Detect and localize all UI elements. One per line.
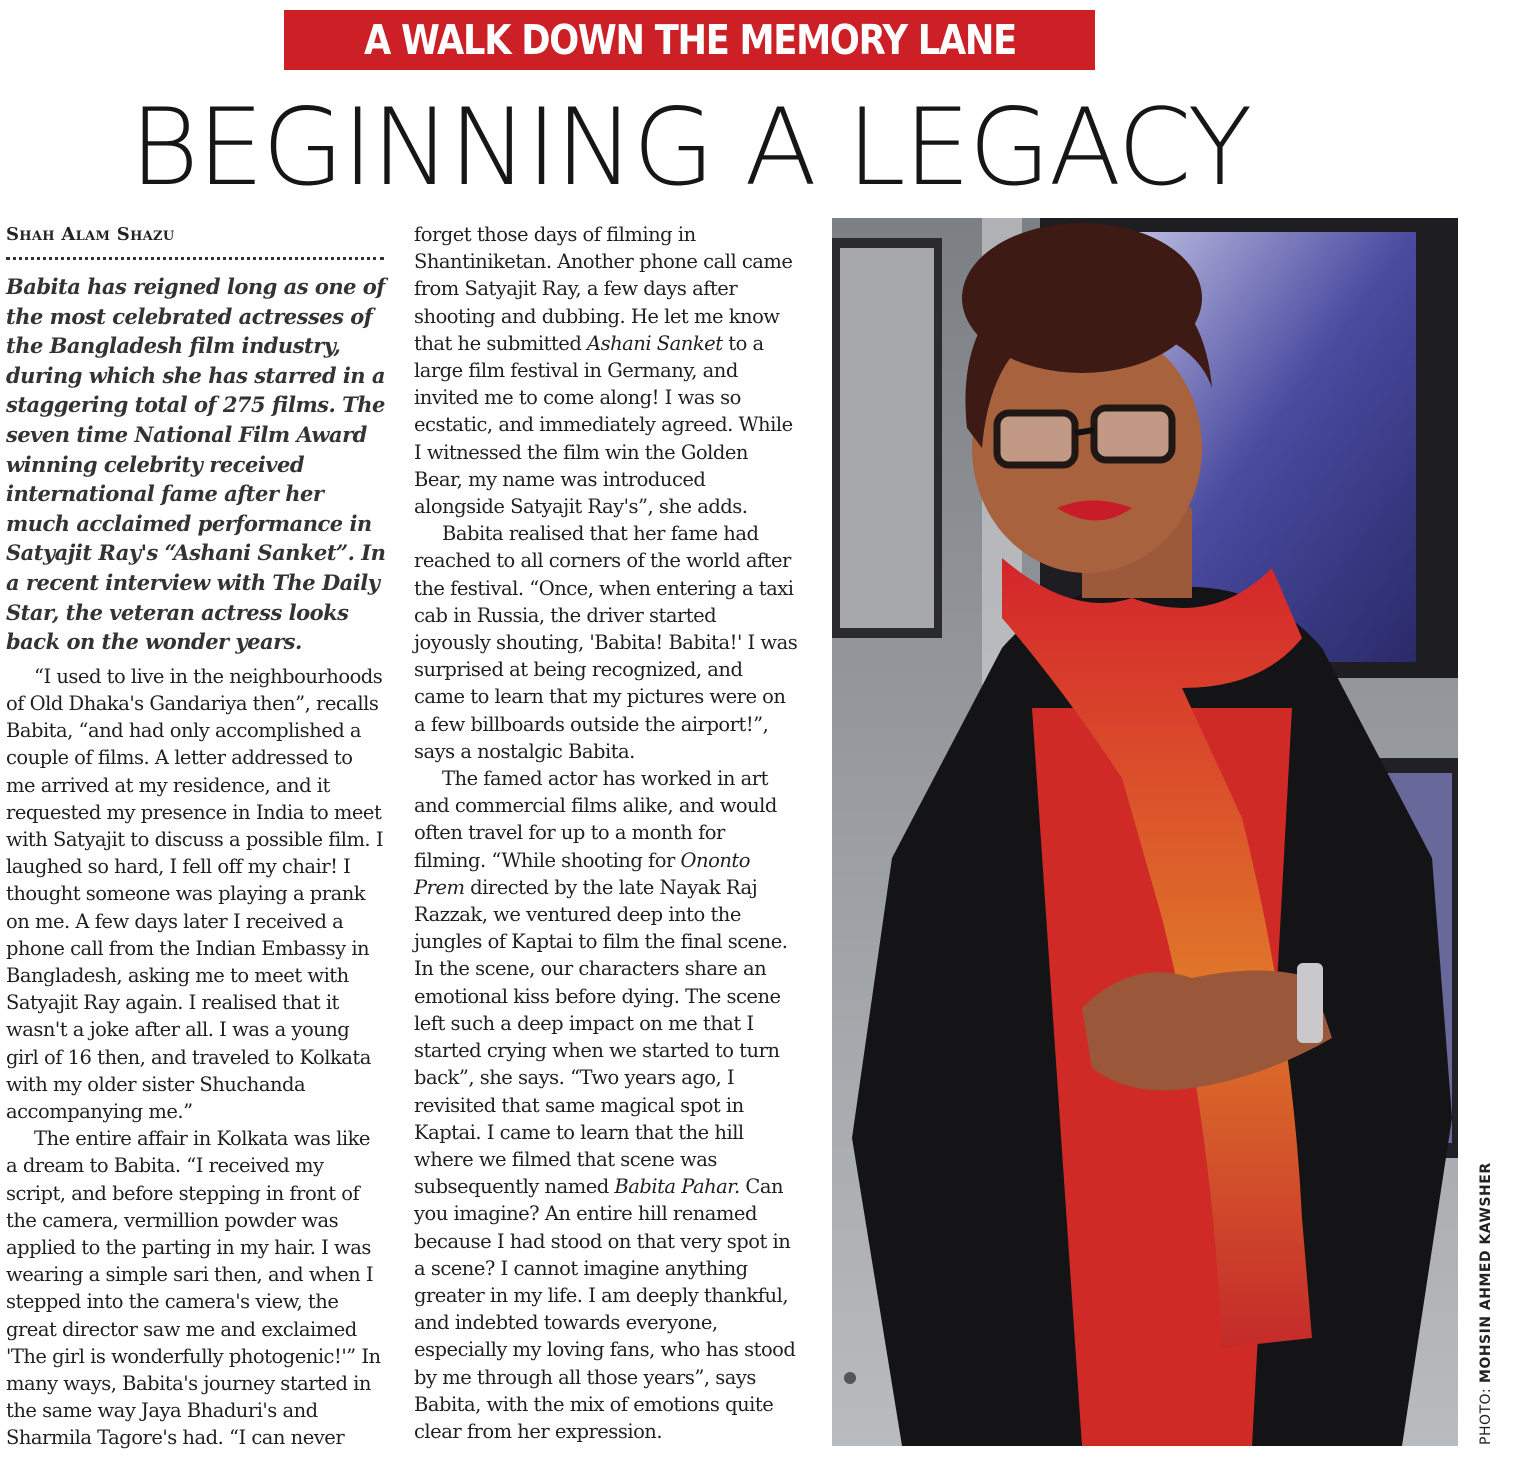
section-banner bbox=[284, 10, 1095, 70]
body-paragraph: Babita realised that her fame had reached to all corners of the world after the festival. “Once, when entering a taxi cab in Russia, the driver started joyously shouting, 'Babita! Babita!' I was surprised at being recognized, and came to learn that my pictures were on a few billboards outside the airport!”, says a nostalgic Babita. bbox=[414, 522, 798, 763]
body-paragraph: forget those days of filming in Shantiniketan. Another phone call came from Satyajit Ray, a few days after shooting and dubbing. He let me know that he submitted Ashani Sanket to a large film festival in Germany, and invited me to come along! I was so ecstatic, and immediately agreed. While I witnessed the film win the Golden Bear, my name was introduced alongside Satyajit Ray's”, she adds. bbox=[414, 223, 793, 519]
body-paragraph: “I used to live in the neighbourhoods of Old Dhaka's Gandariya then”, recalls Babita, “and had only accomplished a couple of films. A letter addressed to me arrived at my residence, and it requested my presence in India to meet with Satyajit to discuss a possible film. I laughed so hard, I fell off my chair! I thought someone was playing a prank on me. A few days later I received a phone call from the Indian Embassy in Bangladesh, asking me to meet with Satyajit Ray again. I realised that it wasn't a joke after all. I was a young girl of 16 then, and traveled to Kolkata with my older sister Shuchanda accompanying me.” bbox=[6, 664, 384, 1123]
portrait-illustration bbox=[832, 218, 1458, 1446]
film-title: Ononto Prem bbox=[414, 848, 750, 899]
portrait-photo bbox=[832, 218, 1458, 1446]
article-column-2 bbox=[414, 221, 798, 1445]
film-title: Ashani Sanket bbox=[587, 331, 723, 355]
body-paragraph: The entire affair in Kolkata was like a dream to Babita. “I received my script, and before stepping in front of the camera, vermillion powder was applied to the parting in my hair. I was wearing a simple sari then, and when I stepped into the camera's view, the great director saw me and exclaimed 'The girl is wonderfully photogenic!'” In many ways, Babita's journey started in the same way Jaya Bhaduri's and Sharmila Tagore's had. “I can never bbox=[6, 1127, 381, 1450]
dotted-divider bbox=[6, 255, 384, 260]
author-byline: Shah Alam Shazu bbox=[6, 224, 175, 245]
article-column-1 bbox=[6, 224, 386, 1452]
photo-credit: PHOTO: MOHSIN AHMED KAWSHER bbox=[1478, 1162, 1494, 1445]
section-title: A WALK DOWN THE MEMORY LANE bbox=[363, 16, 1016, 64]
body-paragraph: The famed actor has worked in art and commercial films alike, and would often travel for up to a month for filming. “While shooting for Ononto Prem directed by the late Nayak Raj Razzak, we ventured deep into the jungles of Kaptai to film the final scene. In the scene, our characters share an emotional kiss before dying. The scene left such a deep impact on me that I started crying when we started to turn back”, she says. “Two years ago, I revisited that same magical spot in Kaptai. I came to learn that the hill where we filmed that scene was subsequently named Babita Pahar. Can you imagine? An entire hill renamed because I had stood on that very spot in a scene? I cannot imagine anything greater in my life. I am deeply thankful, and indebted towards everyone, especially my loving fans, who has stood by me through all those years”, says Babita, with the mix of emotions quite clear from her expression. bbox=[414, 767, 796, 1443]
place-name: Babita Pahar. bbox=[614, 1175, 740, 1199]
article-headline: BEGINNING A LEGACY bbox=[129, 86, 1251, 209]
article-intro: Babita has reigned long as one of the most celebrated actresses of the Bangladesh film industry, during which she has starred in a staggering total of 275 films. The seven time National Film Award winning celebrity received international fame after her much acclaimed performance in Satyajit Ray's “Ashani Sanket”. In a recent interview with The Daily Star, the veteran actress looks back on the wonder years. bbox=[6, 274, 386, 655]
